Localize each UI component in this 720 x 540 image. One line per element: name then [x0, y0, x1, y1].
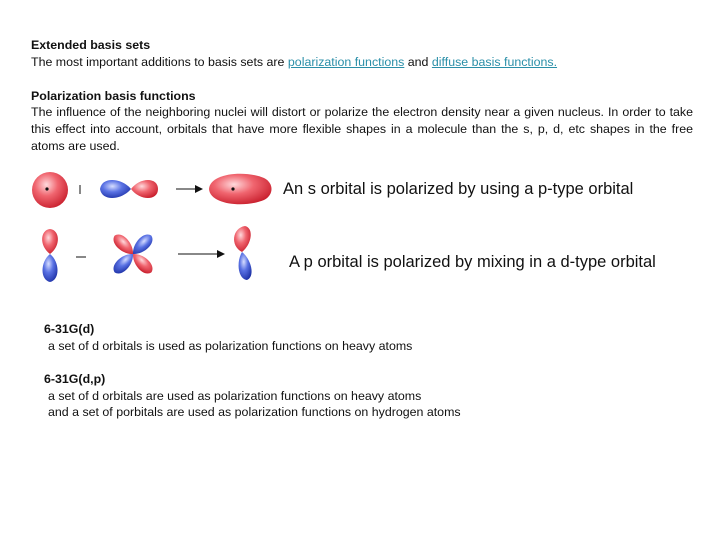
s-orbital: [32, 172, 68, 208]
p-orbital-vertical: [42, 229, 58, 282]
caption-s-orbital: An s orbital is polarized by using a p-type orbital: [283, 180, 634, 198]
basis-set-6-31g-dp-description-heavy: a set of d orbitals are used as polarization functions on heavy atoms: [48, 389, 422, 403]
heading-extended-basis-sets: Extended basis sets: [31, 38, 151, 52]
heading-polarization-basis-functions: Polarization basis functions: [31, 89, 196, 103]
d-orbital: [96, 217, 170, 291]
diffuse-basis-functions-link[interactable]: diffuse basis functions.: [431, 55, 558, 69]
polarization-paragraph: The influence of the neighboring nuclei will distort or polarize the electron density near a given nucleus. In order to take this effect into account, orbitals that have more flexible shapes in a molecule than the s, p, d, etc shapes in the free atoms are used.: [31, 105, 693, 153]
polarized-s-orbital: [209, 174, 272, 205]
basis-set-6-31g-d: 6-31G(d): [44, 322, 95, 336]
basis-set-6-31g-dp-description-hydrogen: and a set of porbitals are used as polarization functions on hydrogen atoms: [48, 405, 461, 419]
caption-p-orbital: A p orbital is polarized by mixing in a d-type orbital: [289, 253, 656, 271]
basis-set-6-31g-d-description: a set of d orbitals is used as polarization functions on heavy atoms: [48, 339, 413, 353]
polarization-functions-link[interactable]: polarization functions: [287, 55, 405, 69]
description-prefix: The most important additions to basis sets are: [31, 55, 285, 69]
polarized-p-orbital: [234, 226, 252, 280]
description-connector: and: [407, 55, 429, 69]
p-orbital-horizontal: [100, 180, 158, 198]
basis-set-6-31g-dp: 6-31G(d,p): [44, 372, 106, 386]
